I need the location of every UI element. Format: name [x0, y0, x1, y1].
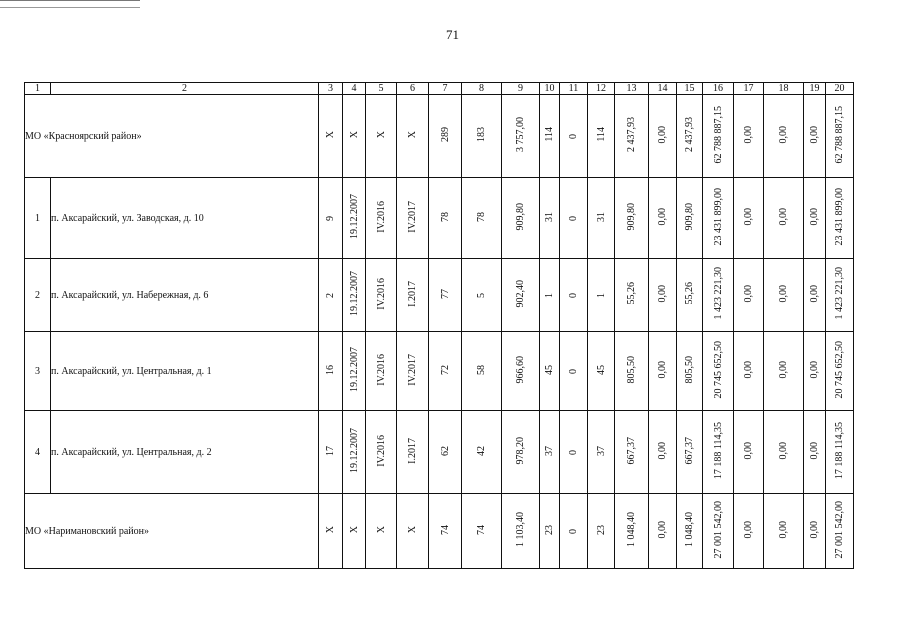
cell-value: 0,00	[657, 125, 668, 144]
table-cell	[366, 494, 397, 569]
table-cell	[764, 411, 804, 494]
row-number-cell: 4	[25, 411, 51, 494]
table-cell	[826, 178, 854, 259]
table-row-house	[25, 411, 854, 494]
header-cell: 9	[502, 83, 540, 95]
table-cell	[703, 332, 734, 411]
cell-value: 20 745 652,50	[712, 340, 724, 399]
table-cell	[804, 178, 826, 259]
table-cell	[343, 95, 366, 178]
row-number-cell: 3	[25, 332, 51, 411]
table-cell	[615, 494, 649, 569]
table-cell	[366, 259, 397, 332]
cell-value: 667,37	[626, 436, 637, 465]
table-cell	[502, 411, 540, 494]
table-cell	[366, 411, 397, 494]
cell-value: X	[348, 131, 360, 139]
cell-value: 45	[595, 364, 607, 375]
table-cell	[560, 259, 588, 332]
table-cell	[677, 259, 703, 332]
scan-corner-mark	[0, 0, 140, 8]
table-cell	[319, 259, 343, 332]
cell-value: 37	[544, 445, 555, 456]
cell-value: 0,00	[778, 441, 789, 460]
table-cell	[764, 95, 804, 178]
table-cell	[826, 259, 854, 332]
cell-value: 966,60	[515, 355, 526, 384]
table-cell	[397, 494, 429, 569]
cell-value: 0,00	[657, 207, 668, 226]
table-cell	[764, 332, 804, 411]
table-cell	[615, 332, 649, 411]
table-cell	[649, 259, 677, 332]
table-cell	[826, 95, 854, 178]
header-cell: 14	[649, 83, 677, 95]
cell-value: 19.12.2007	[348, 271, 360, 316]
cell-value: 78	[439, 211, 451, 222]
cell-value: 1	[544, 292, 555, 298]
header-cell: 7	[429, 83, 462, 95]
cell-value: 0,00	[657, 441, 668, 460]
cell-value: 805,50	[684, 355, 695, 384]
table-cell	[677, 95, 703, 178]
cell-value: I.2017	[407, 280, 418, 307]
cell-value: 19.12.2007	[348, 428, 360, 473]
table-cell	[319, 95, 343, 178]
table-cell	[462, 332, 502, 411]
table-cell	[502, 178, 540, 259]
header-cell: 19	[804, 83, 826, 95]
table-cell	[703, 95, 734, 178]
table-cell	[319, 332, 343, 411]
cell-value: 1 423 221,30	[712, 267, 724, 320]
cell-value: X	[348, 526, 360, 534]
table-cell	[462, 178, 502, 259]
table-cell	[343, 411, 366, 494]
header-cell: 3	[319, 83, 343, 95]
cell-value: 0,00	[743, 441, 754, 460]
header-cell: 4	[343, 83, 366, 95]
cell-value: 0,00	[657, 360, 668, 379]
cell-value: 0,00	[809, 441, 820, 460]
table-cell	[366, 95, 397, 178]
cell-value: 2 437,93	[626, 117, 637, 152]
table-cell	[588, 95, 615, 178]
table-cell	[429, 259, 462, 332]
cell-value: I.2017	[407, 437, 418, 464]
table-cell	[649, 332, 677, 411]
table-cell	[366, 332, 397, 411]
table-cell	[588, 178, 615, 259]
header-cell: 2	[51, 83, 319, 95]
header-cell: 10	[540, 83, 560, 95]
table-cell	[560, 411, 588, 494]
cell-value: 19.12.2007	[348, 194, 360, 239]
header-cell: 11	[560, 83, 588, 95]
table-cell	[588, 411, 615, 494]
table-cell	[764, 259, 804, 332]
cell-value: 72	[439, 364, 451, 375]
cell-value: 20 745 652,50	[834, 340, 845, 399]
table-cell	[804, 95, 826, 178]
table-cell	[615, 259, 649, 332]
header-cell: 1	[25, 83, 51, 95]
cell-value: 17 188 114,35	[712, 421, 724, 480]
cell-value: 978,20	[515, 436, 526, 465]
table-cell	[826, 494, 854, 569]
cell-value: 3 757,00	[515, 117, 526, 152]
table-row-house	[25, 178, 854, 259]
table-cell	[615, 95, 649, 178]
table-row-house	[25, 332, 854, 411]
table-cell	[764, 494, 804, 569]
header-cell: 16	[703, 83, 734, 95]
cell-value: 62 788 887,15	[834, 105, 845, 164]
cell-value: 27 001 542,00	[712, 500, 724, 559]
cell-value: 74	[439, 524, 451, 535]
cell-value: 0,00	[778, 284, 789, 303]
header-cell: 13	[615, 83, 649, 95]
table-cell	[588, 259, 615, 332]
table-cell	[397, 411, 429, 494]
cell-value: IV.2017	[407, 353, 418, 386]
table-cell	[429, 178, 462, 259]
cell-value: 0,00	[743, 284, 754, 303]
cell-value: 74	[476, 524, 487, 535]
cell-value: 17 188 114,35	[834, 421, 845, 480]
cell-value: X	[407, 131, 418, 139]
cell-value: IV.2016	[375, 277, 387, 310]
address-cell: п. Аксарайский, ул. Заводская, д. 10	[51, 178, 319, 259]
header-cell: 20	[826, 83, 854, 95]
cell-value: 31	[544, 211, 555, 222]
cell-value: 31	[595, 211, 607, 222]
cell-value: 0,00	[809, 207, 820, 226]
cell-value: 0,00	[743, 520, 754, 539]
cell-value: 37	[595, 445, 607, 456]
table-cell	[826, 411, 854, 494]
table-cell	[540, 411, 560, 494]
table-cell	[429, 494, 462, 569]
cell-value: 0,00	[657, 284, 668, 303]
cell-value: IV.2016	[375, 200, 387, 233]
table-cell	[502, 332, 540, 411]
table-cell	[319, 494, 343, 569]
table-cell	[343, 494, 366, 569]
table-cell	[734, 259, 764, 332]
table-cell	[677, 411, 703, 494]
cell-value: 27 001 542,00	[834, 500, 845, 559]
table-row-mo-narimanovsky	[25, 494, 854, 569]
cell-value: IV.2017	[407, 200, 418, 233]
address-cell: п. Аксарайский, ул. Центральная, д. 2	[51, 411, 319, 494]
table-cell	[703, 178, 734, 259]
cell-value: 805,50	[626, 355, 637, 384]
cell-value: 42	[476, 445, 487, 456]
cell-value: 902,40	[515, 279, 526, 308]
cell-value: 45	[544, 364, 555, 375]
data-table	[24, 82, 854, 569]
table-cell	[540, 178, 560, 259]
table-cell	[502, 259, 540, 332]
cell-value: 0,00	[809, 125, 820, 144]
page-number: 71	[446, 27, 459, 42]
table-cell	[429, 411, 462, 494]
cell-value: 23 431 899,00	[834, 187, 845, 246]
cell-value: 114	[595, 127, 607, 142]
cell-value: 0,00	[809, 284, 820, 303]
table-cell	[588, 332, 615, 411]
cell-value: 183	[476, 127, 487, 142]
table-cell	[703, 259, 734, 332]
header-cell: 6	[397, 83, 429, 95]
table-cell	[764, 178, 804, 259]
cell-value: 0,00	[778, 360, 789, 379]
table-cell	[540, 494, 560, 569]
table-cell	[319, 411, 343, 494]
cell-value: 2	[325, 292, 336, 298]
cell-value: 23 431 899,00	[712, 187, 724, 246]
mo-name-cell: МО «Наримановский район»	[25, 494, 319, 569]
table-cell	[615, 411, 649, 494]
header-cell: 17	[734, 83, 764, 95]
cell-value: 0,00	[809, 360, 820, 379]
cell-value: 667,37	[684, 436, 695, 465]
table-cell	[462, 494, 502, 569]
cell-value: 0,00	[743, 360, 754, 379]
cell-value: X	[325, 526, 336, 534]
table-cell	[462, 411, 502, 494]
address-cell: п. Аксарайский, ул. Центральная, д. 1	[51, 332, 319, 411]
cell-value: 5	[476, 292, 487, 298]
cell-value: 0,00	[778, 125, 789, 144]
table-cell	[560, 95, 588, 178]
cell-value: 1	[595, 292, 607, 298]
table-cell	[502, 95, 540, 178]
cell-value: 0	[568, 292, 579, 298]
table-cell	[540, 332, 560, 411]
cell-value: 0	[568, 215, 579, 221]
table-cell	[397, 332, 429, 411]
table-cell	[804, 332, 826, 411]
table-cell	[502, 494, 540, 569]
table-cell	[588, 494, 615, 569]
table-cell	[319, 178, 343, 259]
table-cell	[560, 178, 588, 259]
cell-value: 55,26	[684, 282, 695, 305]
cell-value: IV.2016	[375, 434, 387, 467]
table-cell	[734, 178, 764, 259]
header-row	[25, 83, 854, 95]
table-cell	[540, 95, 560, 178]
cell-value: 62 788 887,15	[712, 105, 724, 164]
cell-value: 0,00	[809, 520, 820, 539]
cell-value: 62	[439, 445, 451, 456]
cell-value: 78	[476, 211, 487, 222]
cell-value: 55,26	[626, 282, 637, 305]
cell-value: 0,00	[778, 207, 789, 226]
cell-value: 1 048,40	[626, 512, 637, 547]
row-number-cell: 1	[25, 178, 51, 259]
table-cell	[703, 411, 734, 494]
cell-value: 909,80	[684, 202, 695, 231]
table-cell	[734, 332, 764, 411]
cell-value: 0	[568, 449, 579, 455]
table-cell	[615, 178, 649, 259]
table-cell	[734, 95, 764, 178]
table-cell	[366, 178, 397, 259]
table-cell	[343, 332, 366, 411]
cell-value: 0	[568, 133, 579, 139]
table-cell	[343, 178, 366, 259]
table-cell	[649, 411, 677, 494]
cell-value: X	[375, 526, 387, 534]
table-cell	[343, 259, 366, 332]
header-cell: 18	[764, 83, 804, 95]
cell-value: 17	[325, 445, 336, 456]
cell-value: X	[407, 526, 418, 534]
table-cell	[649, 95, 677, 178]
table-row-house	[25, 259, 854, 332]
table-cell	[804, 259, 826, 332]
cell-value: IV.2016	[375, 353, 387, 386]
table-cell	[429, 332, 462, 411]
table-cell	[397, 259, 429, 332]
cell-value: 19.12.2007	[348, 347, 360, 392]
header-cell: 12	[588, 83, 615, 95]
cell-value: 0	[568, 368, 579, 374]
table-cell	[703, 494, 734, 569]
header-cell: 8	[462, 83, 502, 95]
cell-value: 77	[439, 288, 451, 299]
table-cell	[540, 259, 560, 332]
header-cell: 15	[677, 83, 703, 95]
table-row-mo-krasnoyarsky	[25, 95, 854, 178]
table-cell	[826, 332, 854, 411]
cell-value: X	[325, 131, 336, 139]
table-cell	[734, 494, 764, 569]
cell-value: 23	[544, 524, 555, 535]
cell-value: 16	[325, 364, 336, 375]
table-cell	[804, 494, 826, 569]
mo-name-cell: МО «Красноярский район»	[25, 95, 319, 178]
cell-value: 1 423 221,30	[834, 267, 845, 320]
table-cell	[649, 494, 677, 569]
cell-value: 0,00	[743, 125, 754, 144]
table-cell	[560, 332, 588, 411]
cell-value: 1 048,40	[684, 512, 695, 547]
table-cell	[677, 332, 703, 411]
cell-value: 2 437,93	[684, 117, 695, 152]
table-cell	[429, 95, 462, 178]
cell-value: 289	[439, 127, 451, 142]
cell-value: 909,80	[626, 202, 637, 231]
table-cell	[677, 178, 703, 259]
cell-value: 114	[544, 127, 555, 142]
cell-value: X	[375, 131, 387, 139]
cell-value: 0	[568, 528, 579, 534]
table-cell	[804, 411, 826, 494]
table-cell	[560, 494, 588, 569]
cell-value: 0,00	[778, 520, 789, 539]
table-cell	[649, 178, 677, 259]
table-cell	[462, 259, 502, 332]
table-cell	[397, 95, 429, 178]
cell-value: 0,00	[657, 520, 668, 539]
cell-value: 23	[595, 524, 607, 535]
cell-value: 9	[325, 215, 336, 221]
cell-value: 1 103,40	[515, 512, 526, 547]
cell-value: 909,80	[515, 202, 526, 231]
row-number-cell: 2	[25, 259, 51, 332]
table-cell	[462, 95, 502, 178]
cell-value: 0,00	[743, 207, 754, 226]
table-cell	[397, 178, 429, 259]
cell-value: 58	[476, 364, 487, 375]
header-cell: 5	[366, 83, 397, 95]
table-cell	[734, 411, 764, 494]
address-cell: п. Аксарайский, ул. Набережная, д. 6	[51, 259, 319, 332]
table-cell	[677, 494, 703, 569]
